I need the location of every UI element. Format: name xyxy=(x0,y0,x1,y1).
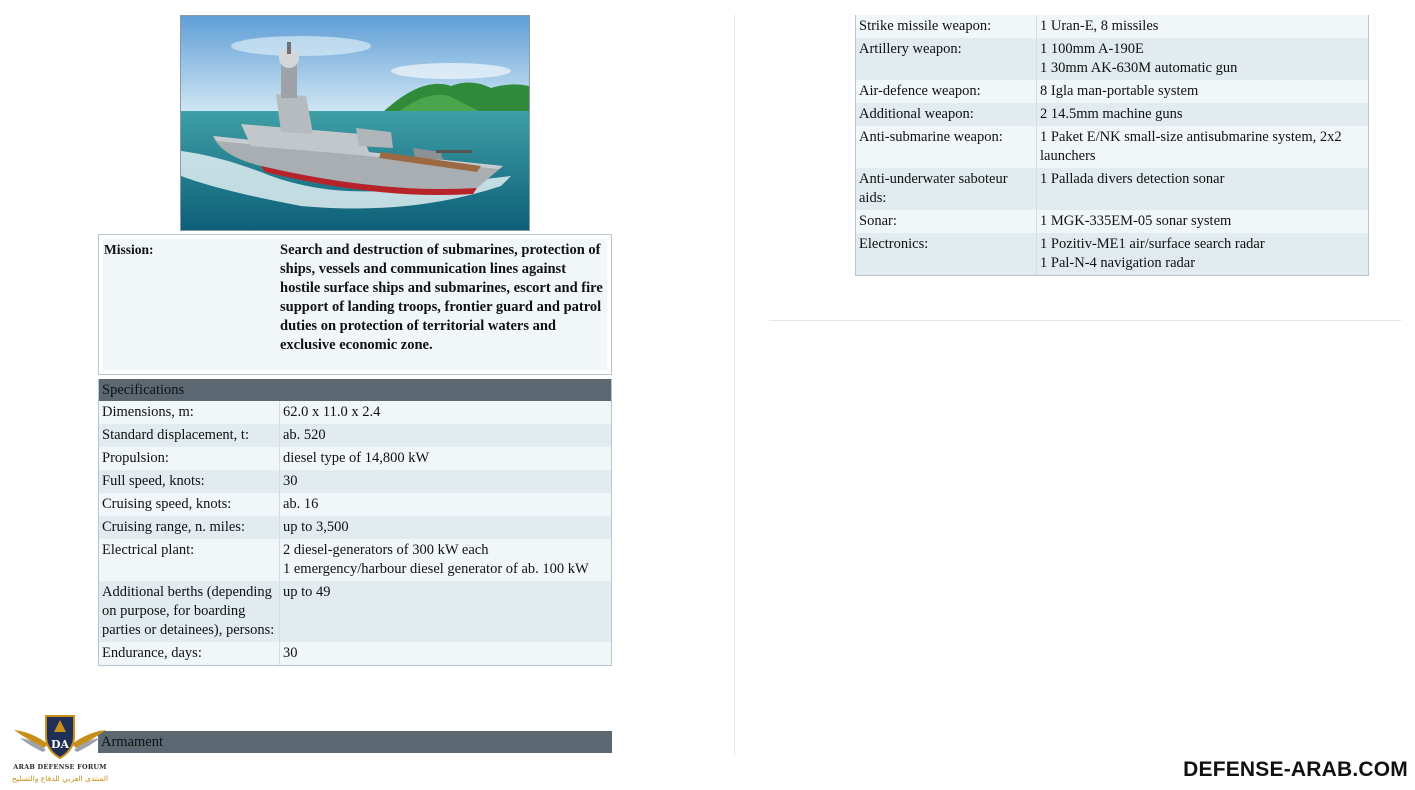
table-row xyxy=(856,126,1368,168)
spec-value: 2 diesel-generators of 300 kW each 1 emergency/harbour diesel generator of ab. 100 kW xyxy=(280,539,612,581)
spec-key: Electronics: xyxy=(856,233,1037,275)
armament-header: Armament xyxy=(98,731,612,753)
spec-key: Full speed, knots: xyxy=(99,470,280,493)
spec-value: ab. 16 xyxy=(280,493,612,516)
table-row xyxy=(99,401,611,424)
table-row xyxy=(856,168,1368,210)
armament-table xyxy=(856,15,1368,275)
table-row xyxy=(856,103,1368,126)
mission-label: Mission: xyxy=(104,242,154,257)
spec-value: 30 xyxy=(280,642,612,665)
table-row xyxy=(99,642,611,665)
spec-value: diesel type of 14,800 kW xyxy=(280,447,612,470)
table-row xyxy=(856,15,1368,38)
armament-section xyxy=(855,15,1369,276)
spec-value: up to 3,500 xyxy=(280,516,612,539)
spec-value: 62.0 x 11.0 x 2.4 xyxy=(280,401,612,424)
site-watermark: DEFENSE-ARAB.COM xyxy=(1183,758,1408,781)
spec-key: Strike missile weapon: xyxy=(856,15,1037,38)
ship-photo xyxy=(180,15,530,231)
table-row xyxy=(99,516,611,539)
spec-value: 8 Igla man-portable system xyxy=(1037,80,1369,103)
spec-value: 1 Pallada divers detection sonar xyxy=(1037,168,1369,210)
spec-value: 2 14.5mm machine guns xyxy=(1037,103,1369,126)
table-row xyxy=(856,80,1368,103)
spec-key: Dimensions, m: xyxy=(99,401,280,424)
logo-initials: DA xyxy=(50,738,70,751)
spec-key: Electrical plant: xyxy=(99,539,280,581)
spec-key: Additional berths (depending on purpose, for boarding parties or detainees), persons: xyxy=(99,581,280,642)
spec-key: Anti-underwater saboteur aids: xyxy=(856,168,1037,210)
spec-value: 30 xyxy=(280,470,612,493)
spec-key: Air-defence weapon: xyxy=(856,80,1037,103)
table-row xyxy=(99,424,611,447)
spec-value: 1 Pozitiv-ME1 air/surface search radar 1 Pal-N-4 navigation radar xyxy=(1037,233,1369,275)
column-divider xyxy=(734,15,735,755)
table-row xyxy=(99,447,611,470)
specifications-table xyxy=(99,401,611,665)
mission-panel xyxy=(103,239,607,370)
spec-key: Anti-submarine weapon: xyxy=(856,126,1037,168)
table-row xyxy=(856,233,1368,275)
spec-value: 1 100mm A-190E 1 30mm AK-630M automatic gun xyxy=(1037,38,1369,80)
spec-value: 1 Uran-E, 8 missiles xyxy=(1037,15,1369,38)
table-row xyxy=(99,581,611,642)
table-row xyxy=(99,539,611,581)
logo-arabic-name: المنتدى العربي للدفاع والتسليح xyxy=(11,774,109,783)
spec-key: Additional weapon: xyxy=(856,103,1037,126)
mission-text: Search and destruction of submarines, protection of ships, vessels and communication lines against hostile surface ships and submarines, escort and fire support of landing troops, frontier guard and patrol duties on protection of territorial waters and exclusive economic zone. xyxy=(280,242,603,353)
table-row xyxy=(99,470,611,493)
spec-key: Standard displacement, t: xyxy=(99,424,280,447)
spec-key: Artillery weapon: xyxy=(856,38,1037,80)
logo-name: ARAB DEFENSE FORUM xyxy=(13,763,107,771)
spec-value: 1 Paket E/NK small-size antisubmarine system, 2x2 launchers xyxy=(1037,126,1369,168)
spec-value: ab. 520 xyxy=(280,424,612,447)
specifications-header: Specifications xyxy=(99,379,611,401)
spec-key: Cruising speed, knots: xyxy=(99,493,280,516)
table-row xyxy=(99,493,611,516)
spec-key: Propulsion: xyxy=(99,447,280,470)
spec-value: up to 49 xyxy=(280,581,612,642)
table-row xyxy=(856,210,1368,233)
spec-value: 1 MGK-335EM-05 sonar system xyxy=(1037,210,1369,233)
arab-defense-forum-logo xyxy=(8,712,112,788)
specifications-section xyxy=(98,379,612,666)
spec-key: Cruising range, n. miles: xyxy=(99,516,280,539)
table-row xyxy=(856,38,1368,80)
mission-box xyxy=(98,234,612,375)
spec-key: Endurance, days: xyxy=(99,642,280,665)
horizontal-rule xyxy=(769,320,1401,321)
spec-key: Sonar: xyxy=(856,210,1037,233)
